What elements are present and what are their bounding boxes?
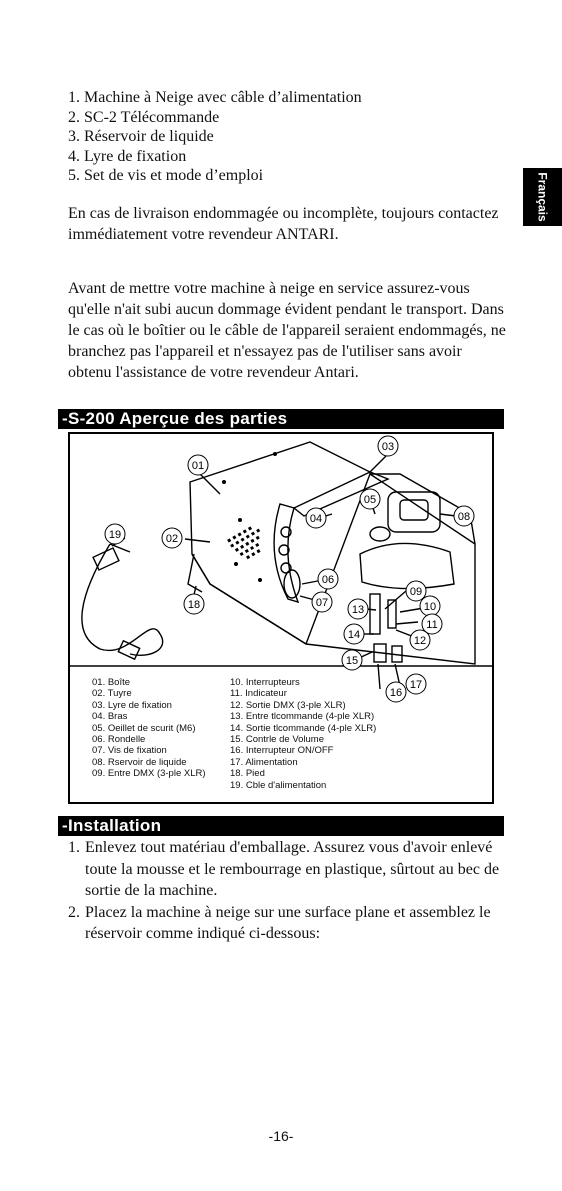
svg-text:14: 14 xyxy=(347,629,361,641)
callout-18 xyxy=(184,594,204,614)
callout-07 xyxy=(312,592,332,612)
parts-overview-header xyxy=(58,409,504,429)
callout-09 xyxy=(406,581,426,601)
list-item: 15. Contrle de Volume xyxy=(230,734,325,746)
installation-steps xyxy=(68,837,508,945)
svg-text:01: 01 xyxy=(191,460,205,472)
install-step xyxy=(68,837,508,902)
list-item: 04. Bras xyxy=(92,711,128,723)
list-item: 18. Pied xyxy=(230,768,265,780)
svg-text:08: 08 xyxy=(457,511,471,523)
package-contents-list xyxy=(68,88,508,186)
list-item: 4. Lyre de fixation xyxy=(68,147,187,165)
step-text: Placez la machine à neige sur une surface plane et assemblez le réservoir comme indiqué ci-dessous: xyxy=(85,903,491,942)
svg-text:11: 11 xyxy=(426,619,438,631)
list-item: 02. Tuyre xyxy=(92,688,132,700)
list-item: 11. Indicateur xyxy=(230,688,287,700)
parts-overview-title: -S-200 Aperçue des parties xyxy=(62,409,288,428)
svg-text:10: 10 xyxy=(423,601,437,613)
svg-text:07: 07 xyxy=(315,597,329,609)
callout-13 xyxy=(348,599,368,619)
callout-08 xyxy=(454,506,474,526)
svg-text:12: 12 xyxy=(413,635,427,647)
svg-text:16: 16 xyxy=(389,687,403,699)
transport-check-paragraph: Avant de mettre votre machine à neige en service assurez-vous qu'elle n'ait subi aucun dommage évident pendant le transport. Dans le cas où le boîtier ou le câble de l'appareil seraient endommagés, ne branchez pas l'appareil et n'essayez pas de l'utiliser sans avoir obtenu l'assistance de votre revendeur Antari. xyxy=(68,280,506,381)
callout-04 xyxy=(306,508,326,528)
list-item: 5. Set de vis et mode d’emploi xyxy=(68,167,264,184)
list-item: 19. Cble d'alimentation xyxy=(230,779,327,791)
list-item: 2. SC-2 Télécommande xyxy=(68,108,220,126)
list-item: 06. Rondelle xyxy=(92,734,146,746)
list-item: 01. Boîte xyxy=(92,677,131,688)
svg-text:05: 05 xyxy=(363,494,377,506)
list-item: 13. Entre tlcommande (4-ple XLR) xyxy=(230,711,375,723)
callout-12 xyxy=(410,630,430,650)
callout-05 xyxy=(360,489,380,509)
callout-06 xyxy=(318,569,338,589)
install-step xyxy=(68,902,508,945)
callout-01 xyxy=(188,455,208,475)
parts-list-left xyxy=(92,677,206,780)
list-item: 14. Sortie tlcommande (4-ple XLR) xyxy=(230,722,377,734)
svg-text:02: 02 xyxy=(165,533,179,545)
svg-text:15: 15 xyxy=(345,655,359,667)
list-item: 16. Interrupteur ON/OFF xyxy=(230,745,334,757)
list-item: 09. Entre DMX (3-ple XLR) xyxy=(92,768,206,780)
list-item: 08. Rservoir de liquide xyxy=(92,756,187,768)
callout-19 xyxy=(105,524,125,544)
svg-text:04: 04 xyxy=(309,513,323,525)
svg-text:17: 17 xyxy=(409,679,423,691)
installation-header xyxy=(58,816,504,836)
svg-text:09: 09 xyxy=(409,586,423,598)
callout-16 xyxy=(386,682,406,702)
callout-17 xyxy=(406,674,426,694)
parts-list-right xyxy=(230,677,376,791)
list-item: 03. Lyre de fixation xyxy=(92,699,172,711)
svg-text:19: 19 xyxy=(108,529,122,541)
svg-text:06: 06 xyxy=(321,574,335,586)
callout-14 xyxy=(344,624,364,644)
page-number: -16- xyxy=(268,1128,294,1144)
damaged-delivery-paragraph: En cas de livraison endommagée ou incomplète, toujours contactez immédiatement votre revendeur ANTARI. xyxy=(68,205,499,243)
list-item: 3. Réservoir de liquide xyxy=(68,128,214,145)
callout-15 xyxy=(342,650,362,670)
callout-02 xyxy=(162,528,182,548)
step-text: Enlevez tout matériau d'emballage. Assurez vous d'avoir enlevé toute la mousse et le rembourrage en plastique, sûrtout au bec de sortie de la machine. xyxy=(85,839,500,899)
list-item: 07. Vis de fixation xyxy=(92,745,167,757)
language-tab-label: Français xyxy=(535,172,550,222)
svg-text:18: 18 xyxy=(187,599,201,611)
list-item: 10. Interrupteurs xyxy=(230,677,300,688)
list-item: 12. Sortie DMX (3-ple XLR) xyxy=(230,699,346,711)
svg-text:03: 03 xyxy=(381,441,395,453)
callout-10 xyxy=(420,596,440,616)
list-item: 17. Alimentation xyxy=(230,756,298,768)
language-tab xyxy=(523,168,562,226)
svg-text:13: 13 xyxy=(351,604,365,616)
list-item: 05. Oeillet de scurit (M6) xyxy=(92,722,196,734)
step-number: 1. xyxy=(68,839,80,856)
installation-title: -Installation xyxy=(62,816,162,835)
step-number: 2. xyxy=(68,903,80,921)
list-item: 1. Machine à Neige avec câble d’alimentation xyxy=(68,89,362,106)
callout-03 xyxy=(378,436,398,456)
